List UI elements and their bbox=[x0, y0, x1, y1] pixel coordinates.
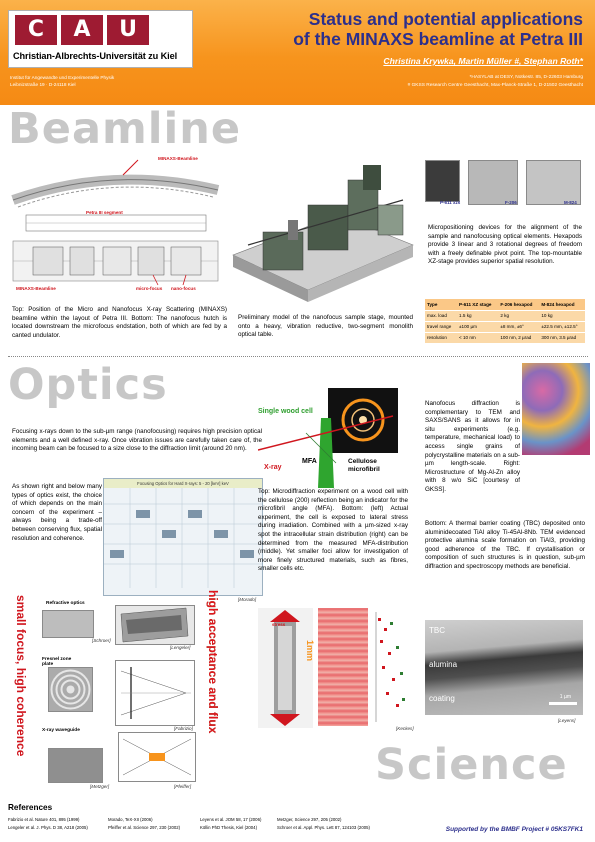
device-label-p611: P-611 xzs bbox=[440, 200, 461, 205]
logo-letter-c: C bbox=[15, 15, 57, 45]
credit-schroer: [Schroer] bbox=[92, 638, 111, 643]
waveguide-diagram bbox=[118, 732, 196, 782]
references-title: References bbox=[8, 803, 53, 812]
label-micro-focus: micro-focus bbox=[136, 286, 163, 291]
university-name: Christian-Albrechts-Universität zu Kiel bbox=[13, 51, 178, 61]
reference-item: Leyens et al. JOM 58, 17 (2006) bbox=[200, 817, 262, 822]
device-photo-m824 bbox=[526, 160, 581, 205]
section-heading-beamline: Beamline bbox=[8, 104, 242, 154]
refractive-optics-image bbox=[42, 610, 94, 638]
wood-cell-diagram bbox=[258, 388, 398, 488]
positioning-devices-text: Micropositioning devices for the alignment of the sample and nanofocusing optical elements. Hexapods provide 3 linear and 3 rotational degrees of freedom with a freely definable pivot point. The top-mountable XZ-stage provides superior spatial resolution. bbox=[428, 224, 582, 266]
reference-column-3 bbox=[200, 816, 261, 832]
credit-pfeiffer: [Pfeiffer] bbox=[174, 784, 192, 789]
label-petra-segment: Petra III segment bbox=[86, 210, 123, 215]
reference-item: Fabrizio et al. Nature 401, 895 (1999) bbox=[8, 817, 80, 822]
credit-lengeler: [Lengeler] bbox=[170, 645, 191, 650]
fresnel-label: Fresnel zone plate bbox=[42, 657, 72, 667]
credit-morado: [Morado] bbox=[238, 597, 257, 602]
table-row: resolution < 10 nm 100 nm, 2 µrad 300 nm, 3.5 µrad bbox=[425, 332, 585, 343]
device-label-m824: M-824 bbox=[564, 200, 577, 205]
tbc-text: Bottom: A thermal barrier coating (TBC) deposited onto aluminidecoated TiAl alloy Ti-45Al-8Nb. TEM evidenced protective alumina scale formation on TiAl3, providing good adherence of the TBC. If crystallisation or composition of such structures is in question, sub-µm diffraction and spectroscopy methods are beneficial. bbox=[425, 520, 585, 570]
label-single-wood-cell: Single wood cell bbox=[258, 408, 313, 415]
vertical-label-high-acceptance: high acceptance and flux bbox=[206, 590, 220, 780]
label-minaxs-beamline: MINAXS-Beamline bbox=[158, 156, 198, 161]
sample-stage-caption: Preliminary model of the nanofocus sample stage, mounted onto a heavy, vibration reductive, two-segment monolith optical table. bbox=[238, 314, 413, 339]
device-photo-p611 bbox=[425, 160, 460, 202]
table-row: travel range ±100 µm ±8 mm, ±6° ±22.5 mm, ±12.5° bbox=[425, 321, 585, 332]
stress-experiment-image bbox=[258, 608, 313, 728]
scale-bar bbox=[549, 702, 577, 705]
affiliation-2: # GKSS Research Centre Geesthacht, Max-Planck-Straße 1, D-21502 Geesthacht bbox=[407, 83, 583, 88]
reference-item: Schroer et al. Appl. Phys. Lett 87, 124103 (2005) bbox=[277, 825, 370, 830]
section-divider bbox=[8, 356, 588, 357]
university-logo bbox=[8, 10, 193, 68]
reference-item: Pfeiffer et al. Science 297, 230 (2002) bbox=[108, 825, 181, 830]
scale-bar-label: 1 µm bbox=[559, 694, 571, 700]
label-tbc: TBC bbox=[429, 626, 445, 635]
focusing-optics-table bbox=[103, 478, 263, 596]
reference-column-2 bbox=[108, 816, 180, 832]
device-label-f206: F-206 bbox=[505, 200, 517, 205]
refractive-optics-label: Refractive optics bbox=[46, 601, 85, 606]
section-heading-optics: Optics bbox=[8, 360, 168, 410]
logo-letter-u: U bbox=[107, 15, 149, 45]
credit-fabrizio: [Fabrizio] bbox=[174, 726, 193, 731]
optics-tradeoff-text: As shown right and below many types of optics exist, the choice of which depends on the main concern of the experiment – always being a trade-off between conserving flux, spatial resolution and coherence. bbox=[12, 483, 102, 542]
reference-item: Köllin PhD Thesis, Kiel (2004) bbox=[200, 825, 258, 830]
reference-item: Morado, TeX-XII (2006) bbox=[108, 817, 153, 822]
label-xray: X-ray bbox=[264, 464, 282, 471]
mfa-distribution-map bbox=[318, 608, 368, 726]
institute-name: Institut für Angewandte und Experimentelle Physik bbox=[10, 75, 115, 80]
reference-column-1 bbox=[8, 816, 88, 832]
label-stress: stress bbox=[272, 622, 286, 627]
label-cellulose-microfibril: Cellulose microfibril bbox=[348, 458, 380, 473]
beamline-map-caption: Top: Position of the Micro and Nanofocus X-ray Scattering (MINAXS) beamline within the layout of Petra III. Bottom: The nanofocus hutch is located downstream the microfocus endstation, both of which are fed by a canted undulator. bbox=[12, 306, 227, 339]
optics-intro-text: Focusing x-rays down to the sub-µm range (nanofocusing) requires high precision optical elements and a well defined x-ray. Once vibration issues are carefully taken care of, the incoming beam can be focused to a size close to the diffraction limit (around 20 nm). bbox=[12, 428, 262, 453]
logo-letter-a: A bbox=[61, 15, 103, 45]
label-nano-focus: nano-focus bbox=[171, 286, 196, 291]
nanofocus-diffraction-text: Nanofocus diffraction is complementary to TEM and SAXS/SANS as it allows for in situ experiments (e.g. temperature, mechanical load) to access single grains of polycrystalline materials on a sub-µm length-scale. Right: Microstructure of Mg-Al-Zn alloy with 8 w/o SiC [courtesy of GKSS]. bbox=[425, 400, 520, 493]
lens-stack-image bbox=[115, 605, 195, 645]
reference-column-4 bbox=[277, 816, 370, 832]
positioning-specs-table bbox=[425, 299, 585, 344]
table-row: max. load 1.5 kg 2 kg 10 kg bbox=[425, 310, 585, 321]
device-photo-f206 bbox=[468, 160, 518, 205]
focusing-optics-table-title: Focusing Optics for Hard X-rays: 5 - 20 [keV] keV bbox=[104, 479, 262, 488]
label-mfa: MFA bbox=[302, 458, 317, 465]
authors: Christina Krywka, Martin Müller #, Stephan Roth* bbox=[383, 56, 583, 66]
scale-label-1mm: 1mm bbox=[305, 640, 315, 662]
vertical-label-small-focus: small focus, high coherence bbox=[14, 595, 28, 757]
waveguide-label: X-ray waveguide bbox=[42, 728, 80, 733]
affiliation-1: *HASYLAB at DESY, Notkestr. 85, D-22603 Hamburg bbox=[469, 75, 583, 80]
strain-distribution-plot bbox=[372, 608, 410, 726]
fresnel-zone-plate-image bbox=[48, 667, 93, 712]
fresnel-diagram bbox=[115, 660, 195, 726]
reference-item: Metzger, Science 297, 205 (2002) bbox=[277, 817, 342, 822]
institute-address: Leibnizstraße 19 · D-24118 Kiel bbox=[10, 82, 76, 87]
reference-item: Lengeler et al. J. Phys. D 38, A218 (2005) bbox=[8, 825, 88, 830]
microstructure-map bbox=[522, 363, 590, 455]
label-minaxs-beamline-2: MINAXS-Beamline bbox=[16, 286, 56, 291]
credit-leyens: [Leyens] bbox=[558, 718, 576, 723]
poster-title: Status and potential applications of the MINAXS beamline at Petra III bbox=[293, 9, 583, 49]
label-alumina: alumina bbox=[429, 660, 458, 669]
waveguide-image bbox=[48, 748, 103, 783]
section-heading-science: Science bbox=[375, 740, 568, 790]
tem-cross-section bbox=[425, 620, 583, 715]
sample-stage-model bbox=[228, 160, 418, 310]
wood-experiment-caption: Top: Microdiffraction experiment on a wood cell with the cellulose (200) reflection being an indicator for the microfibril angle (MFA). Bottom: (left) Actual experiment, the cell is exposed to lateral stress during irradiation. Combined with a µm-sized x-ray spot the intracellular strain distribution (right) can be determined from the measured MFA-distribution (middle). Yet smaller foci allow for investigation of more finely structured materials, such as fibres, smaller cells etc. bbox=[258, 488, 408, 573]
credit-keckes: [Keckes] bbox=[396, 726, 414, 731]
beamline-map bbox=[8, 155, 223, 300]
table-header-row: Type P-611 XZ stage F-206 hexapod M-824 hexapod bbox=[425, 299, 585, 310]
credit-metzger: [Metzger] bbox=[90, 784, 110, 789]
funding-note: Supported by the BMBF Project # 05KS7FK1 bbox=[445, 826, 583, 833]
label-coating: coating bbox=[429, 694, 455, 703]
